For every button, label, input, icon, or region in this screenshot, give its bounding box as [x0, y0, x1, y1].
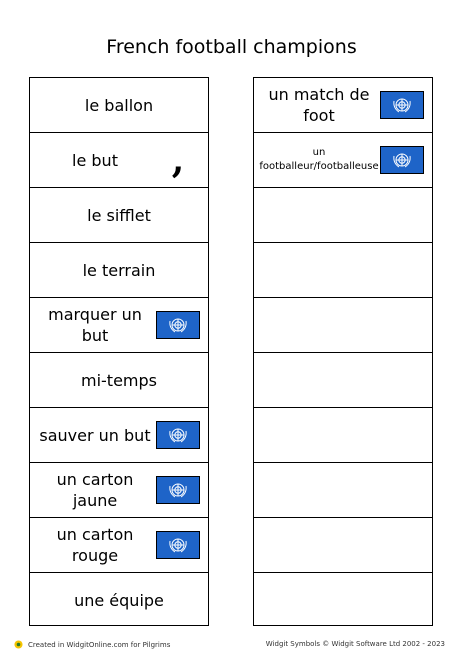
- word-text: un footballeur/footballeuse: [259, 147, 379, 172]
- empty-cell: [254, 463, 432, 518]
- empty-cell: [254, 298, 432, 353]
- word-cell: [30, 188, 208, 243]
- word-text: le but: [72, 150, 118, 170]
- un-flag-icon: [380, 91, 424, 119]
- word-cell: [254, 78, 432, 133]
- word-cell: [30, 133, 208, 188]
- word-text: un carton jaune: [56, 470, 134, 510]
- word-text: mi-temps: [81, 370, 157, 390]
- empty-cell: [254, 573, 432, 628]
- word-cell: [30, 518, 208, 573]
- word-cell: [254, 133, 432, 188]
- empty-cell: [254, 188, 432, 243]
- word-text: un carton rouge: [56, 525, 134, 565]
- un-flag-icon: [156, 421, 200, 449]
- word-text: sauver un but: [39, 425, 151, 445]
- empty-cell: [254, 408, 432, 463]
- empty-cell: [254, 243, 432, 298]
- footer-left-text: Created in WidgitOnline.com for Pilgrims: [28, 640, 171, 649]
- word-cell: [30, 463, 208, 518]
- word-text: le ballon: [84, 95, 154, 115]
- comma-icon: ,: [171, 139, 185, 181]
- word-cell: [30, 243, 208, 298]
- word-cell: [30, 298, 208, 353]
- word-cell: [30, 353, 208, 408]
- word-text: une équipe: [74, 591, 164, 610]
- word-text: marquer un but: [48, 305, 142, 345]
- un-flag-icon: [156, 311, 200, 339]
- footer-credit: [14, 640, 170, 649]
- un-flag-icon: [380, 146, 424, 174]
- widgit-logo-icon: [14, 640, 23, 649]
- left-word-column: [29, 77, 209, 626]
- un-flag-icon: [156, 476, 200, 504]
- footer-copyright: Widgit Symbols © Widgit Software Ltd 2002 - 2023: [265, 640, 445, 648]
- word-text: le terrain: [82, 260, 156, 280]
- word-cell: [30, 78, 208, 133]
- word-text: le sifflet: [87, 205, 151, 225]
- empty-cell: [254, 518, 432, 573]
- page-title: French football champions: [106, 36, 357, 58]
- word-cell: [30, 573, 208, 628]
- empty-cell: [254, 353, 432, 408]
- un-flag-icon: [156, 531, 200, 559]
- word-cell: [30, 408, 208, 463]
- right-word-column: [253, 77, 433, 626]
- word-text: un match de foot: [268, 85, 370, 125]
